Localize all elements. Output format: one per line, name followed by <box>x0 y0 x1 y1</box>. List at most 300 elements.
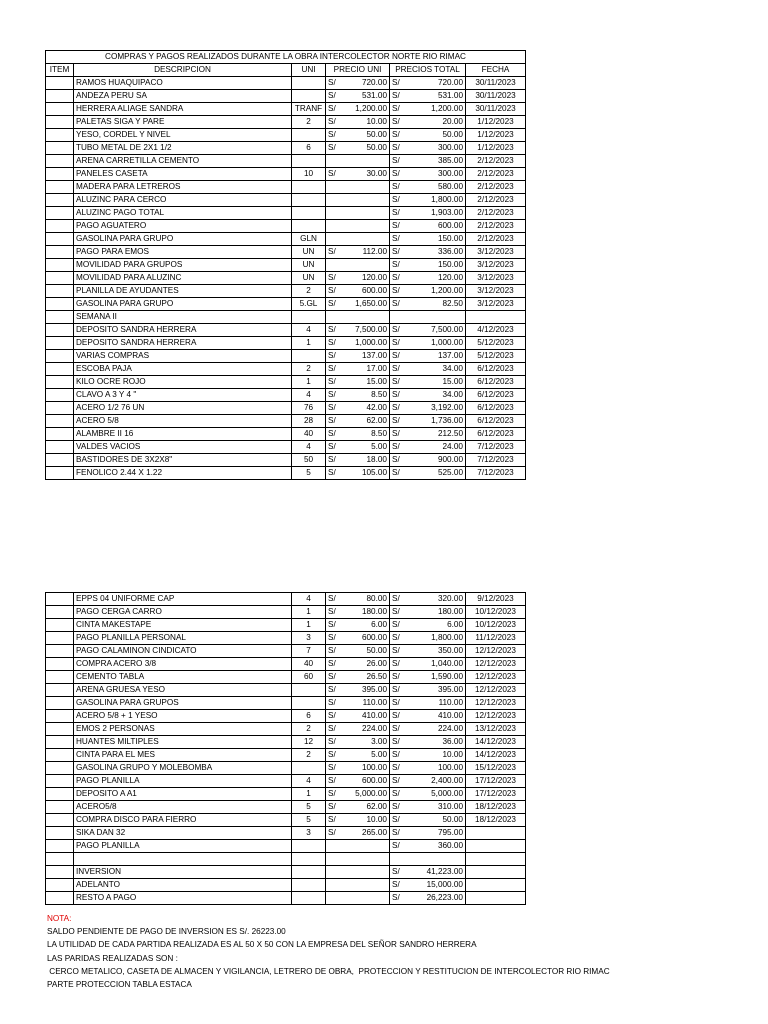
total-price-cell: 720.00 <box>406 77 466 90</box>
total-price-cell <box>406 311 466 324</box>
description-cell: COMPRA DISCO PARA FIERRO <box>74 814 292 827</box>
table-row <box>46 116 526 129</box>
unit-price-currency: S/ <box>326 389 342 402</box>
date-cell: 3/12/2023 <box>466 298 526 311</box>
table-row <box>46 90 526 103</box>
date-cell: 6/12/2023 <box>466 415 526 428</box>
unit-price-currency: S/ <box>326 363 342 376</box>
table-row <box>46 168 526 181</box>
item-cell <box>46 619 74 632</box>
date-cell: 6/12/2023 <box>466 402 526 415</box>
total-price-currency: S/ <box>390 77 406 90</box>
total-price-currency: S/ <box>390 207 406 220</box>
total-price-currency: S/ <box>390 697 406 710</box>
unit-price-cell: 50.00 <box>342 645 390 658</box>
item-cell <box>46 866 74 879</box>
total-price-currency <box>390 311 406 324</box>
total-price-cell: 15.00 <box>406 376 466 389</box>
description-cell: RAMOS HUAQUIPACO <box>74 77 292 90</box>
item-cell <box>46 233 74 246</box>
total-price-currency: S/ <box>390 428 406 441</box>
description-cell: ADELANTO <box>74 879 292 892</box>
unit-price-currency: S/ <box>326 285 342 298</box>
unit-price-currency <box>326 866 342 879</box>
table-row <box>46 103 526 116</box>
date-cell: 2/12/2023 <box>466 194 526 207</box>
date-cell: 4/12/2023 <box>466 324 526 337</box>
total-price-cell: 10.00 <box>406 749 466 762</box>
unit-price-currency: S/ <box>326 246 342 259</box>
unit-cell <box>292 350 326 363</box>
item-cell <box>46 285 74 298</box>
date-cell: 15/12/2023 <box>466 762 526 775</box>
unit-price-cell: 600.00 <box>342 285 390 298</box>
description-cell: KILO OCRE ROJO <box>74 376 292 389</box>
item-cell <box>46 840 74 853</box>
unit-price-cell: 120.00 <box>342 272 390 285</box>
total-price-currency: S/ <box>390 619 406 632</box>
unit-cell: 5 <box>292 814 326 827</box>
total-price-currency: S/ <box>390 376 406 389</box>
unit-price-currency: S/ <box>326 632 342 645</box>
unit-cell: 2 <box>292 749 326 762</box>
table-row <box>46 194 526 207</box>
date-cell: 7/12/2023 <box>466 467 526 480</box>
unit-cell: 1 <box>292 606 326 619</box>
description-cell: CLAVO A 3 Y 4 " <box>74 389 292 402</box>
unit-cell: TRANF <box>292 103 326 116</box>
description-cell: PAGO PLANILLA <box>74 775 292 788</box>
item-cell <box>46 645 74 658</box>
total-price-cell: 100.00 <box>406 762 466 775</box>
date-cell: 1/12/2023 <box>466 129 526 142</box>
date-cell: 7/12/2023 <box>466 441 526 454</box>
table-row <box>46 285 526 298</box>
item-cell <box>46 298 74 311</box>
unit-price-currency: S/ <box>326 376 342 389</box>
unit-price-cell: 10.00 <box>342 116 390 129</box>
unit-price-currency: S/ <box>326 645 342 658</box>
total-price-currency: S/ <box>390 827 406 840</box>
description-cell: PAGO CERGA CARRO <box>74 606 292 619</box>
unit-price-cell: 600.00 <box>342 632 390 645</box>
table-row <box>46 866 526 879</box>
unit-cell: 2 <box>292 116 326 129</box>
total-price-currency: S/ <box>390 246 406 259</box>
header-precios-total: PRECIOS TOTAL <box>390 64 466 77</box>
description-cell: SIKA DAN 32 <box>74 827 292 840</box>
description-cell: HERRERA ALIAGE SANDRA <box>74 103 292 116</box>
unit-price-currency <box>326 207 342 220</box>
total-price-cell: 5,000.00 <box>406 788 466 801</box>
date-cell: 3/12/2023 <box>466 246 526 259</box>
total-price-currency: S/ <box>390 389 406 402</box>
total-price-cell: 795.00 <box>406 827 466 840</box>
description-cell: MADERA PARA LETREROS <box>74 181 292 194</box>
unit-price-cell <box>342 220 390 233</box>
item-cell <box>46 814 74 827</box>
unit-price-cell: 100.00 <box>342 762 390 775</box>
item-cell <box>46 142 74 155</box>
item-cell <box>46 723 74 736</box>
unit-price-currency: S/ <box>326 454 342 467</box>
unit-cell <box>292 77 326 90</box>
total-price-cell: 224.00 <box>406 723 466 736</box>
total-price-cell: 360.00 <box>406 840 466 853</box>
table-row <box>46 415 526 428</box>
description-cell: BASTIDORES DE 3X2X8" <box>74 454 292 467</box>
unit-cell: 2 <box>292 285 326 298</box>
date-cell: 12/12/2023 <box>466 658 526 671</box>
unit-price-cell: 26.50 <box>342 671 390 684</box>
unit-price-currency: S/ <box>326 736 342 749</box>
unit-cell <box>292 762 326 775</box>
description-cell: DEPOSITO SANDRA HERRERA <box>74 324 292 337</box>
unit-cell <box>292 90 326 103</box>
table-row <box>46 619 526 632</box>
description-cell: PLANILLA DE AYUDANTES <box>74 285 292 298</box>
unit-price-cell: 265.00 <box>342 827 390 840</box>
unit-price-currency <box>326 155 342 168</box>
total-price-currency: S/ <box>390 467 406 480</box>
unit-price-cell: 5.00 <box>342 749 390 762</box>
description-cell: ACERO 5/8 + 1 YESO <box>74 710 292 723</box>
unit-cell: 4 <box>292 324 326 337</box>
total-price-currency: S/ <box>390 840 406 853</box>
total-price-currency: S/ <box>390 749 406 762</box>
table-row <box>46 428 526 441</box>
table-row <box>46 879 526 892</box>
unit-cell: 50 <box>292 454 326 467</box>
table-row <box>46 207 526 220</box>
notes-section <box>47 912 610 991</box>
item-cell <box>46 684 74 697</box>
total-price-currency: S/ <box>390 363 406 376</box>
total-price-currency: S/ <box>390 90 406 103</box>
description-cell: ANDEZA PERU SA <box>74 90 292 103</box>
total-price-cell: 6.00 <box>406 619 466 632</box>
unit-price-currency: S/ <box>326 723 342 736</box>
total-price-currency: S/ <box>390 220 406 233</box>
description-cell: COMPRA ACERO 3/8 <box>74 658 292 671</box>
table-row <box>46 181 526 194</box>
table-row <box>46 129 526 142</box>
total-price-currency: S/ <box>390 762 406 775</box>
unit-cell: 12 <box>292 736 326 749</box>
description-cell: VARIAS COMPRAS <box>74 350 292 363</box>
note-line-partidas-list: CERCO METALICO, CASETA DE ALMACEN Y VIGILANCIA, LETRERO DE OBRA, PROTECCION Y RESTITUCION DE INTERCOLECTOR RIO RIMAC <box>47 966 610 976</box>
total-price-cell: 1,903.00 <box>406 207 466 220</box>
unit-cell <box>292 892 326 905</box>
item-cell <box>46 441 74 454</box>
date-cell: 9/12/2023 <box>466 593 526 606</box>
total-price-currency: S/ <box>390 454 406 467</box>
table-row <box>46 632 526 645</box>
unit-price-currency: S/ <box>326 762 342 775</box>
total-price-cell: 15,000.00 <box>406 879 466 892</box>
total-price-cell: 525.00 <box>406 467 466 480</box>
table-row <box>46 775 526 788</box>
item-cell <box>46 467 74 480</box>
note-line-proteccion: PARTE PROTECCION TABLA ESTACA <box>47 980 192 990</box>
unit-price-currency <box>326 892 342 905</box>
unit-cell: 7 <box>292 645 326 658</box>
item-cell <box>46 337 74 350</box>
item-cell <box>46 181 74 194</box>
unit-cell: 4 <box>292 775 326 788</box>
date-cell: 12/12/2023 <box>466 684 526 697</box>
total-price-cell: 320.00 <box>406 593 466 606</box>
item-cell <box>46 775 74 788</box>
unit-price-cell: 1,000.00 <box>342 337 390 350</box>
unit-price-cell: 410.00 <box>342 710 390 723</box>
item-cell <box>46 454 74 467</box>
total-price-currency: S/ <box>390 116 406 129</box>
item-cell <box>46 402 74 415</box>
unit-price-cell: 720.00 <box>342 77 390 90</box>
unit-cell: 4 <box>292 441 326 454</box>
table-row <box>46 454 526 467</box>
unit-cell: 3 <box>292 632 326 645</box>
date-cell: 2/12/2023 <box>466 168 526 181</box>
total-price-currency: S/ <box>390 801 406 814</box>
unit-price-cell <box>342 879 390 892</box>
table-row <box>46 606 526 619</box>
table-row <box>46 892 526 905</box>
unit-price-cell <box>342 207 390 220</box>
date-cell: 6/12/2023 <box>466 428 526 441</box>
unit-price-currency: S/ <box>326 775 342 788</box>
item-cell <box>46 116 74 129</box>
unit-price-currency: S/ <box>326 467 342 480</box>
description-cell: ARENA GRUESA YESO <box>74 684 292 697</box>
item-cell <box>46 879 74 892</box>
total-price-cell: 310.00 <box>406 801 466 814</box>
table-row <box>46 233 526 246</box>
total-price-cell: 385.00 <box>406 155 466 168</box>
item-cell <box>46 103 74 116</box>
date-cell: 2/12/2023 <box>466 220 526 233</box>
unit-price-cell <box>342 892 390 905</box>
unit-price-currency: S/ <box>326 710 342 723</box>
unit-price-currency: S/ <box>326 415 342 428</box>
total-price-cell: 110.00 <box>406 697 466 710</box>
total-price-currency: S/ <box>390 103 406 116</box>
unit-cell <box>292 684 326 697</box>
total-price-currency: S/ <box>390 129 406 142</box>
item-cell <box>46 736 74 749</box>
total-price-cell: 180.00 <box>406 606 466 619</box>
description-cell: GASOLINA PARA GRUPOS <box>74 697 292 710</box>
date-cell: 3/12/2023 <box>466 259 526 272</box>
description-cell: MOVILIDAD PARA ALUZINC <box>74 272 292 285</box>
item-cell <box>46 168 74 181</box>
total-price-cell: 120.00 <box>406 272 466 285</box>
total-price-cell: 41,223.00 <box>406 866 466 879</box>
date-cell: 30/11/2023 <box>466 90 526 103</box>
total-price-currency: S/ <box>390 155 406 168</box>
table-row <box>46 788 526 801</box>
unit-price-currency: S/ <box>326 298 342 311</box>
unit-cell <box>292 840 326 853</box>
total-price-cell: 24.00 <box>406 441 466 454</box>
description-cell: HUANTES MILTIPLES <box>74 736 292 749</box>
item-cell <box>46 415 74 428</box>
table-row <box>46 155 526 168</box>
total-price-cell: 82.50 <box>406 298 466 311</box>
date-cell: 13/12/2023 <box>466 723 526 736</box>
table-row <box>46 402 526 415</box>
description-cell: GASOLINA PARA GRUPO <box>74 298 292 311</box>
unit-price-currency <box>326 194 342 207</box>
item-cell <box>46 827 74 840</box>
date-cell: 14/12/2023 <box>466 736 526 749</box>
unit-cell <box>292 866 326 879</box>
total-price-currency: S/ <box>390 658 406 671</box>
total-price-cell: 50.00 <box>406 814 466 827</box>
item-cell <box>46 272 74 285</box>
table-row <box>46 827 526 840</box>
unit-price-currency: S/ <box>326 801 342 814</box>
unit-cell <box>292 853 326 866</box>
total-price-cell: 3,192.00 <box>406 402 466 415</box>
unit-price-cell <box>342 233 390 246</box>
description-cell: PANELES CASETA <box>74 168 292 181</box>
table-row <box>46 467 526 480</box>
unit-price-currency: S/ <box>326 77 342 90</box>
date-cell <box>466 840 526 853</box>
unit-price-currency: S/ <box>326 814 342 827</box>
total-price-currency: S/ <box>390 350 406 363</box>
unit-cell: 28 <box>292 415 326 428</box>
item-cell <box>46 363 74 376</box>
description-cell: TUBO METAL DE 2X1 1/2 <box>74 142 292 155</box>
unit-cell: 1 <box>292 619 326 632</box>
total-price-cell: 900.00 <box>406 454 466 467</box>
total-price-cell: 1,800.00 <box>406 632 466 645</box>
total-price-currency: S/ <box>390 645 406 658</box>
description-cell: RESTO A PAGO <box>74 892 292 905</box>
table-row <box>46 350 526 363</box>
description-cell: FENOLICO 2.44 X 1.22 <box>74 467 292 480</box>
unit-price-currency: S/ <box>326 428 342 441</box>
date-cell: 12/12/2023 <box>466 645 526 658</box>
description-cell: GASOLINA GRUPO Y MOLEBOMBA <box>74 762 292 775</box>
description-cell: DEPOSITO SANDRA HERRERA <box>74 337 292 350</box>
total-price-cell: 395.00 <box>406 684 466 697</box>
total-price-cell: 410.00 <box>406 710 466 723</box>
table-row <box>46 298 526 311</box>
total-price-cell: 1,736.00 <box>406 415 466 428</box>
date-cell: 1/12/2023 <box>466 142 526 155</box>
total-price-currency: S/ <box>390 194 406 207</box>
note-line-saldo: SALDO PENDIENTE DE PAGO DE INVERSION ES S/. 26223.00 <box>47 927 286 937</box>
total-price-cell: 580.00 <box>406 181 466 194</box>
unit-price-cell: 8.50 <box>342 389 390 402</box>
description-cell: ALUZINC PARA CERCO <box>74 194 292 207</box>
description-cell: SEMANA II <box>74 311 292 324</box>
table-row <box>46 77 526 90</box>
unit-cell: 4 <box>292 389 326 402</box>
unit-price-currency: S/ <box>326 129 342 142</box>
date-cell <box>466 892 526 905</box>
unit-price-cell: 1,200.00 <box>342 103 390 116</box>
date-cell <box>466 879 526 892</box>
item-cell <box>46 710 74 723</box>
total-price-currency: S/ <box>390 671 406 684</box>
unit-price-currency <box>326 879 342 892</box>
unit-cell <box>292 194 326 207</box>
header-fecha: FECHA <box>466 64 526 77</box>
table-row <box>46 593 526 606</box>
description-cell: GASOLINA PARA GRUPO <box>74 233 292 246</box>
unit-price-currency <box>326 181 342 194</box>
total-price-currency: S/ <box>390 168 406 181</box>
date-cell: 7/12/2023 <box>466 454 526 467</box>
unit-cell <box>292 697 326 710</box>
unit-price-currency: S/ <box>326 168 342 181</box>
unit-price-currency <box>326 259 342 272</box>
table-row <box>46 441 526 454</box>
description-cell: PAGO PLANILLA <box>74 840 292 853</box>
total-price-currency: S/ <box>390 632 406 645</box>
total-price-currency: S/ <box>390 272 406 285</box>
unit-price-cell <box>342 259 390 272</box>
unit-price-currency: S/ <box>326 142 342 155</box>
description-cell: PAGO PLANILLA PERSONAL <box>74 632 292 645</box>
item-cell <box>46 671 74 684</box>
unit-price-currency: S/ <box>326 827 342 840</box>
unit-price-currency: S/ <box>326 671 342 684</box>
total-price-cell: 336.00 <box>406 246 466 259</box>
description-cell <box>74 853 292 866</box>
unit-price-currency: S/ <box>326 619 342 632</box>
date-cell: 2/12/2023 <box>466 233 526 246</box>
unit-price-cell: 18.00 <box>342 454 390 467</box>
unit-cell <box>292 207 326 220</box>
description-cell: CEMENTO TABLA <box>74 671 292 684</box>
total-price-currency: S/ <box>390 866 406 879</box>
unit-price-cell: 6.00 <box>342 619 390 632</box>
total-price-cell: 150.00 <box>406 259 466 272</box>
total-price-cell: 34.00 <box>406 389 466 402</box>
unit-price-cell: 80.00 <box>342 593 390 606</box>
unit-cell: 1 <box>292 337 326 350</box>
total-price-currency: S/ <box>390 324 406 337</box>
total-price-cell: 20.00 <box>406 116 466 129</box>
date-cell: 3/12/2023 <box>466 285 526 298</box>
unit-price-cell: 5.00 <box>342 441 390 454</box>
total-price-currency: S/ <box>390 142 406 155</box>
description-cell: EPPS 04 UNIFORME CAP <box>74 593 292 606</box>
item-cell <box>46 155 74 168</box>
unit-cell: 5 <box>292 467 326 480</box>
unit-price-currency: S/ <box>326 658 342 671</box>
description-cell: YESO, CORDEL Y NIVEL <box>74 129 292 142</box>
date-cell: 2/12/2023 <box>466 155 526 168</box>
unit-cell: UN <box>292 259 326 272</box>
description-cell: ESCOBA PAJA <box>74 363 292 376</box>
date-cell: 18/12/2023 <box>466 801 526 814</box>
item-cell <box>46 350 74 363</box>
description-cell: INVERSION <box>74 866 292 879</box>
item-cell <box>46 207 74 220</box>
date-cell: 5/12/2023 <box>466 337 526 350</box>
unit-price-currency: S/ <box>326 697 342 710</box>
unit-price-currency: S/ <box>326 272 342 285</box>
total-price-cell: 212.50 <box>406 428 466 441</box>
table-row <box>46 658 526 671</box>
